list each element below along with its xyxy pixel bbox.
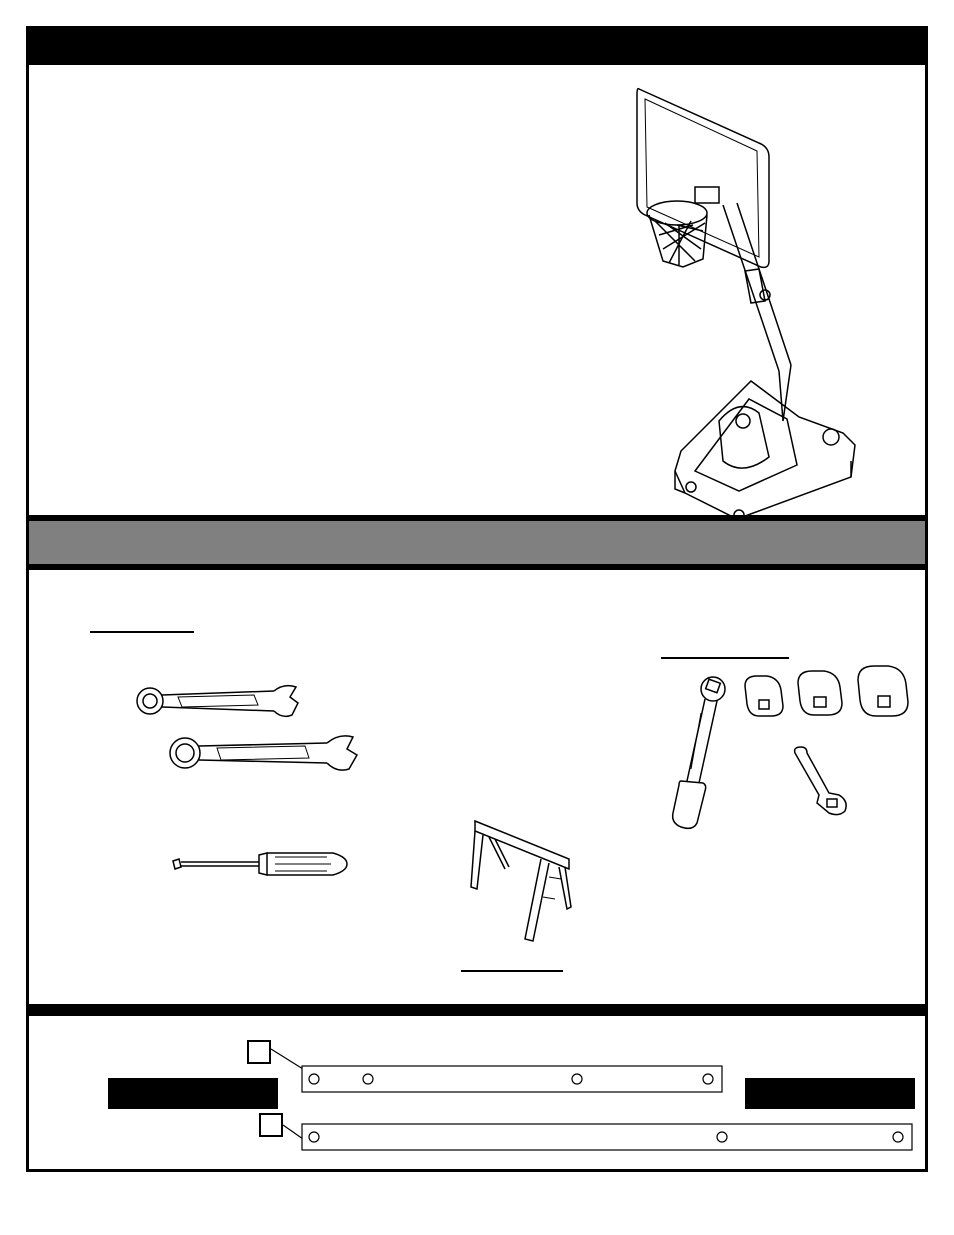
right-part-tag xyxy=(745,1078,915,1109)
page-frame xyxy=(26,26,928,1172)
part-a-bar xyxy=(301,1065,727,1095)
part-leader-lines xyxy=(29,29,925,1169)
part-b-bar xyxy=(301,1123,917,1153)
left-part-tag xyxy=(108,1078,278,1109)
